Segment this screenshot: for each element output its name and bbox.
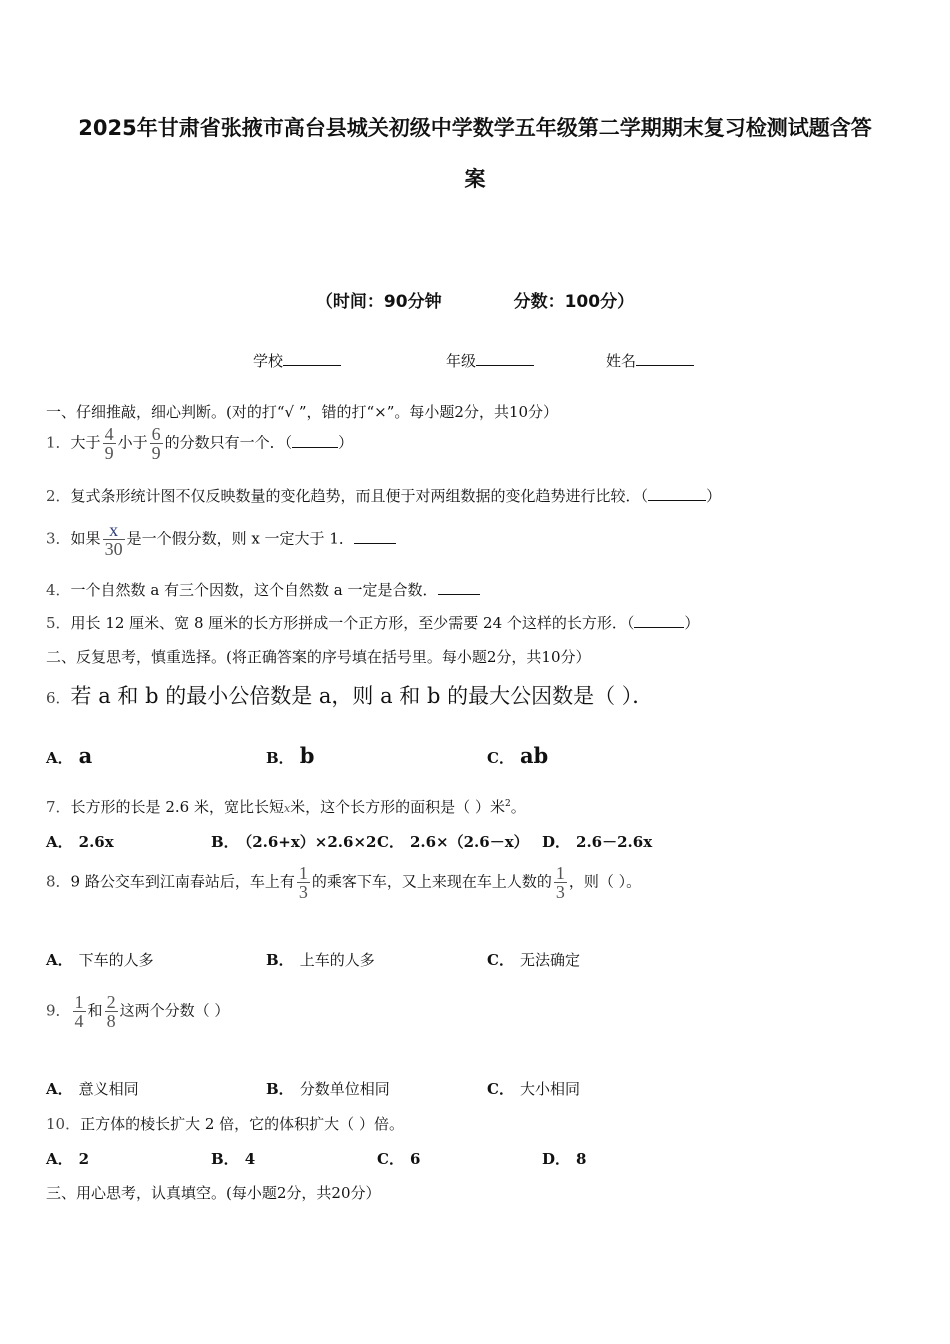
exam-title-line1: 2025年甘肃省张掖市高台县城关初级中学数学五年级第二学期期末复习检测试题含答 (78, 116, 872, 140)
exam-title-line2: 案 (464, 167, 486, 191)
q6-option-c[interactable]: C． ab (487, 743, 549, 768)
q8-option-b[interactable]: B． 上车的人多 (266, 951, 375, 969)
q7-option-c[interactable]: C． 2.6×（2.6－x） (377, 833, 529, 851)
question-4: 4．一个自然数 a 有三个因数，这个自然数 a 一定是合数． (46, 579, 480, 600)
q6-option-a[interactable]: A． a (46, 743, 93, 768)
q7-option-d[interactable]: D． 2.6－2.6x (542, 833, 653, 851)
q9-option-a[interactable]: A． 意义相同 (46, 1080, 139, 1098)
q8-option-a[interactable]: A． 下车的人多 (46, 951, 154, 969)
section-3-heading: 三、用心思考，认真填空。(每小题2分，共20分） (46, 1184, 381, 1202)
total-score: 分数：100分） (513, 292, 635, 312)
q10-option-a[interactable]: A． 2 (46, 1150, 90, 1168)
q9-option-c[interactable]: C． 大小相同 (487, 1080, 580, 1098)
question-8: 8．9 路公交车到江南春站后，车上有 $\frac{1}{3}$ 的乘客下车，又上来现在车上人数的 $\frac{1}{3}$ ，则（ ）。 (46, 863, 642, 902)
section-2-heading: 二、反复思考，慎重选择。(将正确答案的序号填在括号里。每小题2分，共10分） (46, 648, 591, 666)
time-limit: （时间：90分钟 (315, 292, 442, 312)
q7-option-a[interactable]: A． 2.6x (46, 833, 114, 851)
grade-field: 年级 (446, 350, 534, 371)
q9-option-b[interactable]: B． 分数单位相同 (266, 1080, 390, 1098)
question-3: 3．如果 $\frac{x}{30}$ 是一个假分数，则 x 一定大于 1． (46, 521, 396, 558)
question-6: 6．若 a 和 b 的最小公倍数是 a，则 a 和 b 的最大公因数是（ ）． (46, 684, 654, 708)
question-9: 9． $\frac{1}{4}$ 和 $\frac{2}{8}$ 这两个分数（ ） (46, 992, 230, 1031)
name-field: 姓名 (606, 350, 694, 371)
q8-option-c[interactable]: C． 无法确定 (487, 951, 580, 969)
q10-option-c[interactable]: C． 6 (377, 1150, 421, 1168)
question-1: 1．大于 $\frac{4}{9}$ 小于 $\frac{6}{9}$ 的分数只有一个．（ ） (46, 424, 354, 463)
q10-option-b[interactable]: B． 4 (211, 1150, 256, 1168)
question-7: 7．长方形的长是 2.6 米，宽比长短x米，这个长方形的面积是（ ）米$^2$。 (46, 798, 526, 816)
school-field: 学校 (253, 350, 341, 371)
question-10: 10．正方体的棱长扩大 2 倍，它的体积扩大（ ）倍。 (46, 1115, 404, 1133)
exam-meta (0, 287, 950, 312)
q7-option-b[interactable]: B． （2.6+x）×2.6×2 (211, 833, 377, 851)
q6-option-b[interactable]: B． b (266, 743, 315, 768)
q10-option-d[interactable]: D． 8 (542, 1150, 587, 1168)
section-1-heading: 一、仔细推敲，细心判断。(对的打“√ ”，错的打“×”。每小题2分，共10分） (46, 403, 559, 421)
question-5: 5．用长 12 厘米、宽 8 厘米的长方形拼成一个正方形，至少需要 24 个这样的长方形．（ ） (46, 614, 700, 632)
question-2: 2．复式条形统计图不仅反映数量的变化趋势，而且便于对两组数据的变化趋势进行比较．（ ） (46, 487, 722, 505)
